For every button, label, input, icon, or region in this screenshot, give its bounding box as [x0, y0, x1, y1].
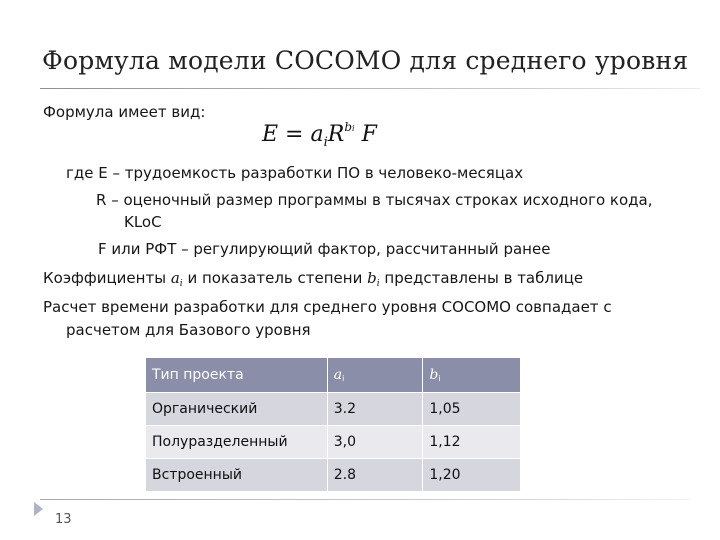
formula-r: R [327, 122, 345, 147]
arrow-right-icon [34, 502, 43, 516]
header-b-subscript: i [438, 374, 441, 383]
definition-r-continued: KLoC [124, 213, 162, 231]
formula-lhs: E = a [262, 122, 324, 147]
coefficient-a-subscript: i [179, 279, 183, 289]
coefficients-text-1: Коэффициенты [43, 269, 167, 287]
coefficients-text-3: представлены в таблице [384, 269, 584, 287]
header-a-subscript: i [342, 374, 345, 383]
coefficients-text-2: и показатель степени [187, 269, 363, 287]
coefficients-table [145, 357, 521, 492]
cell-a: 3.2 [327, 393, 423, 426]
header-project-type: Тип проекта [146, 358, 328, 393]
slide-title: Формула модели COCOMO для среднего уровня [42, 46, 689, 75]
coefficient-a-letter: a [170, 269, 180, 287]
coefficient-b-subscript: i [376, 279, 380, 289]
definition-e: где E – трудоемкость разработки ПО в человеко-месяцах [66, 164, 524, 182]
coefficient-b-letter: b [367, 269, 377, 287]
header-b-letter: b [429, 367, 439, 383]
cell-b: 1,20 [423, 459, 521, 492]
cell-project-type: Органический [146, 393, 328, 426]
title-divider [40, 88, 700, 89]
cell-b: 1,05 [423, 393, 521, 426]
formula-exponent-b: b [344, 120, 353, 134]
coefficients-line [43, 268, 583, 294]
definition-f: F или РФТ – регулирующий фактор, рассчитанный ранее [98, 240, 551, 258]
cell-a: 3,0 [327, 426, 423, 459]
table-row [146, 459, 521, 492]
effort-formula [262, 112, 377, 158]
time-calculation-line-2: расчетом для Базового уровня [66, 321, 311, 339]
header-b [423, 358, 521, 393]
table-row [146, 393, 521, 426]
cell-project-type: Полуразделенный [146, 426, 328, 459]
page-number: 13 [55, 512, 72, 527]
table-row [146, 426, 521, 459]
time-calculation-line-1: Расчет времени разработки для среднего уровня COCOMO совпадает с [43, 298, 612, 316]
cell-a: 2.8 [327, 459, 423, 492]
coefficient-b-symbol [367, 269, 380, 287]
formula-exponent [344, 120, 354, 134]
formula-exponent-subscript: i [352, 124, 355, 133]
header-a [327, 358, 423, 393]
definition-r: R – оценочный размер программы в тысячах строках исходного кода, [96, 191, 653, 209]
coefficient-a-symbol [171, 269, 183, 287]
cell-b: 1,12 [423, 426, 521, 459]
cell-project-type: Встроенный [146, 459, 328, 492]
footer-divider [40, 499, 690, 500]
header-a-letter: a [333, 367, 343, 383]
formula-f: F [361, 122, 377, 147]
formula-a-subscript: i [323, 135, 328, 150]
table-header-row [146, 358, 521, 393]
formula-intro: Формула имеет вид: [43, 103, 206, 121]
